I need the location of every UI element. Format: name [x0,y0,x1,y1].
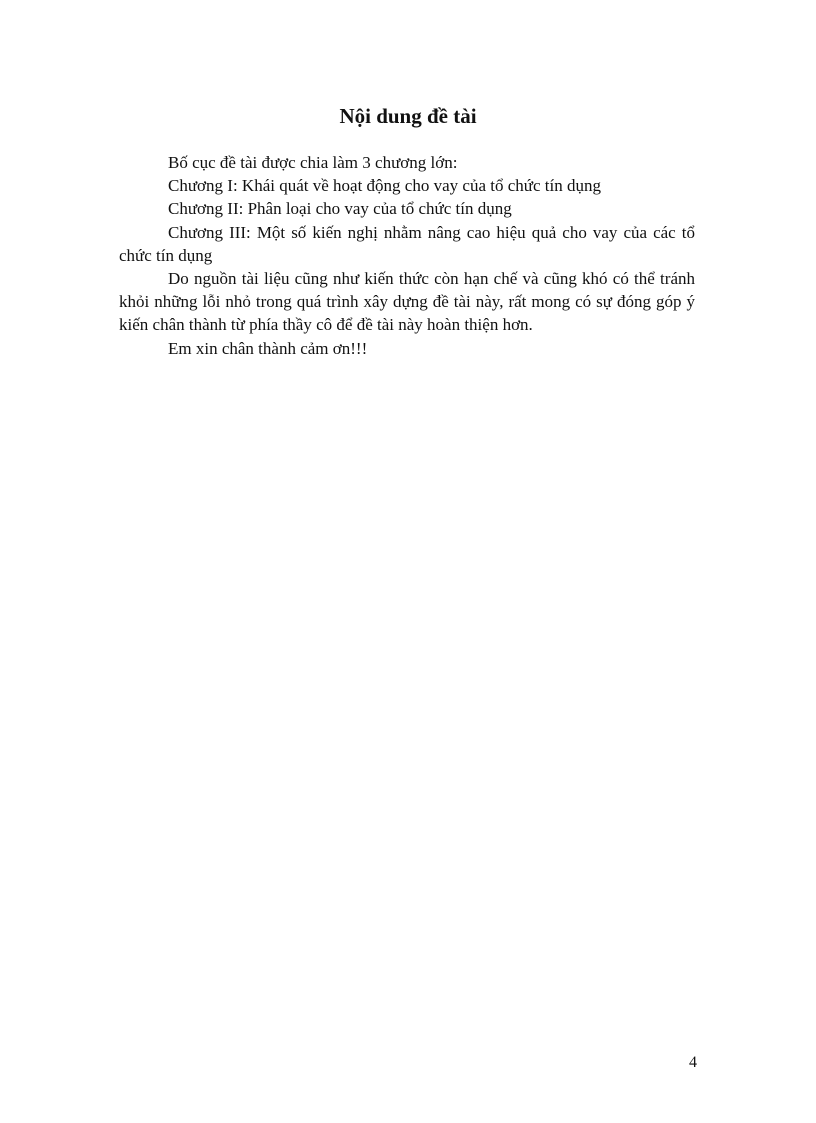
paragraph-chapter-1: Chương I: Khái quát về hoạt động cho vay của tổ chức tín dụng [168,176,601,196]
paragraph-thanks: Em xin chân thành cảm ơn!!! [168,338,368,358]
paragraph-structure-intro: Bố cục đề tài được chia làm 3 chương lớn: [168,153,458,172]
body-text [119,151,695,360]
paragraph-chapter-3: Chương III: Một số kiến nghị nhằm nâng cao hiệu quả cho vay của các tổ chức tín dụng [119,222,695,265]
page-number: 4 [689,1054,697,1071]
page-title: Nội dung đề tài [339,104,477,128]
paragraph-chapter-2: Chương II: Phân loại cho vay của tổ chức tín dụng [168,199,512,219]
paragraph-limitations: Do nguồn tài liệu cũng như kiến thức còn hạn chế và cũng khó có thể tránh khỏi những lỗi nhỏ trong quá trình xây dựng đề tài này, rất mong có sự đóng góp ý kiến chân thành từ phía thầy cô để đề tài này hoàn thiện hơn. [119,269,695,335]
